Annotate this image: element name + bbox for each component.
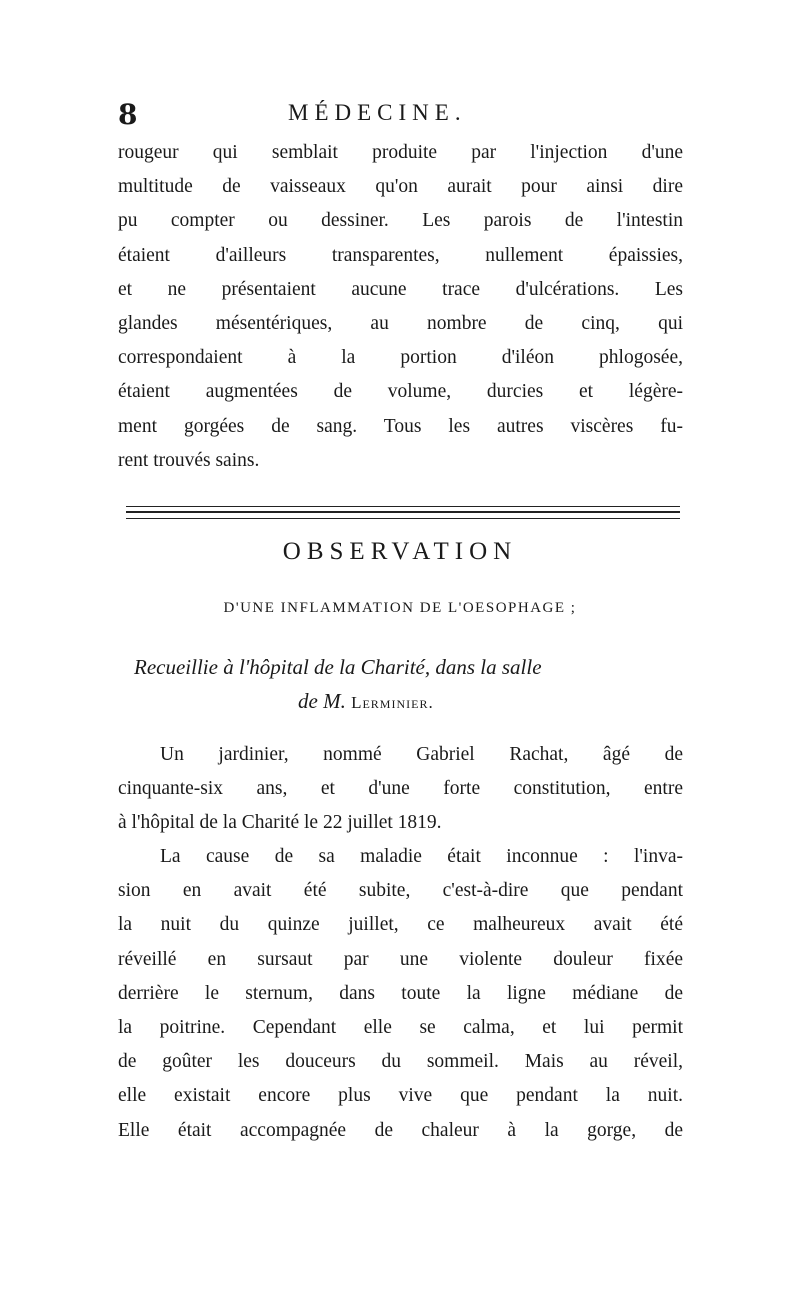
source-prefix: de M.	[298, 689, 346, 713]
paragraph-patient	[118, 738, 683, 841]
text-line: elle existait encore plus vive que pendant la nuit.	[118, 1085, 683, 1107]
section-divider	[126, 511, 680, 513]
text-line: correspondaient à la portion d'iléon phlogosée,	[118, 347, 683, 369]
source-line	[134, 684, 684, 720]
section-divider	[126, 506, 680, 507]
text-line: la nuit du quinze juillet, ce malheureux avait été	[118, 914, 683, 936]
text-line: Un jardinier, nommé Gabriel Rachat, âgé de	[160, 744, 683, 765]
source-line: Recueillie à l'hôpital de la Charité, dans la salle	[134, 655, 542, 679]
text-line: rougeur qui semblait produite par l'injection d'une	[118, 142, 683, 163]
text-line: pu compter ou dessiner. Les parois de l'intestin	[118, 210, 683, 232]
text-line: Elle était accompagnée de chaleur à la gorge, de	[118, 1119, 683, 1141]
text-line: glandes mésentériques, au nombre de cinq, qui	[118, 313, 683, 335]
text-line: derrière le sternum, dans toute la ligne médiane de	[118, 982, 683, 1004]
text-line: sion en avait été subite, c'est-à-dire que pendant	[118, 880, 683, 902]
text-line: étaient d'ailleurs transparentes, nullement épaissies,	[118, 244, 683, 266]
text-line: ment gorgées de sang. Tous les autres viscères fu-	[118, 415, 683, 437]
text-line: multitude de vaisseaux qu'on aurait pour ainsi dire	[118, 176, 683, 198]
section-divider	[126, 518, 680, 519]
text-line: étaient augmentées de volume, durcies et légère-	[118, 381, 683, 403]
text-line: rent trouvés sains.	[118, 449, 260, 471]
paragraph-continuation	[118, 136, 683, 478]
paragraph-cause	[118, 840, 683, 1148]
physician-name: Lerminier.	[351, 693, 434, 712]
running-title: MÉDECINE.	[288, 100, 467, 125]
text-line: de goûter les douceurs du sommeil. Mais au réveil,	[118, 1051, 683, 1073]
text-line: réveillé en sursaut par une violente douleur fixée	[118, 948, 683, 970]
observation-subtitle: D'UNE INFLAMMATION DE L'OESOPHAGE ;	[223, 600, 577, 616]
page-number: 8	[118, 98, 138, 131]
text-line: cinquante-six ans, et d'une forte constitution, entre	[118, 778, 683, 800]
observation-title: OBSERVATION	[282, 538, 518, 565]
text-line: La cause de sa maladie était inconnue : l'inva-	[160, 846, 683, 867]
text-line: à l'hôpital de la Charité le 22 juillet 1819.	[118, 812, 442, 834]
text-line: et ne présentaient aucune trace d'ulcérations. Les	[118, 278, 683, 300]
observation-source	[134, 650, 684, 720]
text-line: la poitrine. Cependant elle se calma, et lui permit	[118, 1017, 683, 1039]
